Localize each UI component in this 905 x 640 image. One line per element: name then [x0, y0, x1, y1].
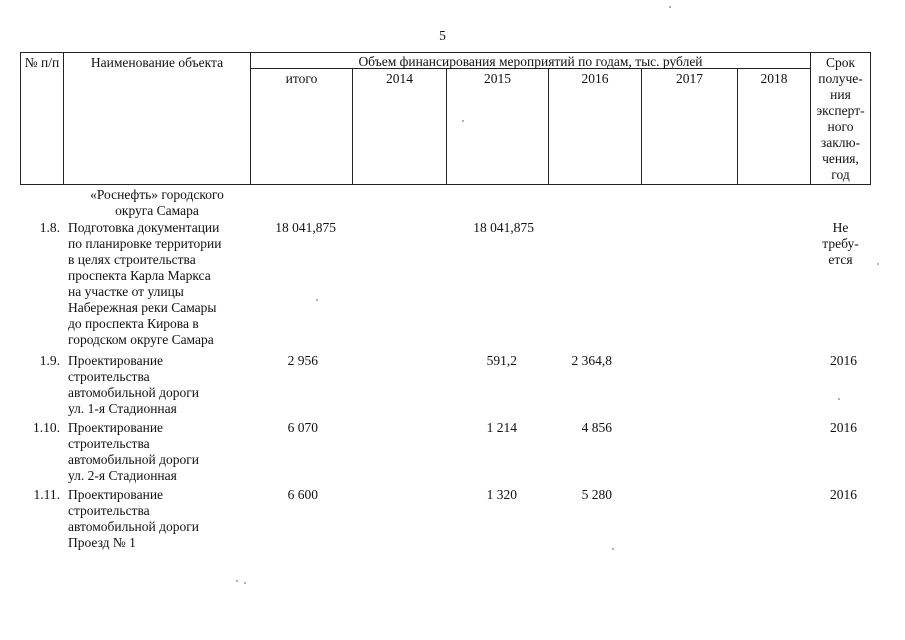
scan-speck [236, 580, 238, 582]
row-number: 1.8. [39, 220, 60, 235]
row-2016: 5 280 [581, 487, 612, 502]
scan-speck [462, 120, 464, 122]
row-2015: 1 320 [486, 487, 517, 502]
header-col-num: № п/п [24, 55, 60, 70]
header-col-2017: 2017 [676, 71, 703, 86]
row-2015: 1 214 [486, 420, 517, 435]
header-col-2016: 2016 [581, 71, 609, 86]
vline [870, 52, 871, 185]
row-object-name: Подготовка документации по планировке территории в целях строительства проспекта Карла Маркса на участке от улицы Набережная реки Самары до проспекта Кирова в городском округе Самара [68, 220, 222, 347]
header-col-name: Наименование объекта [90, 55, 224, 70]
vline [20, 52, 21, 185]
header-group-title: Объем финансирования мероприятий по годам, тыс. рублей [358, 54, 703, 69]
page-number: 5 [439, 28, 446, 43]
row-total: 2 956 [287, 353, 318, 368]
row-number: 1.9. [39, 353, 60, 368]
row-object-name: Проектирование строительства автомобильной дороги ул. 2-я Стадионная [68, 420, 199, 483]
header-col-2015: 2015 [484, 71, 511, 86]
row-term: 2016 [830, 420, 857, 435]
row-term: 2016 [830, 487, 857, 502]
scan-speck [316, 299, 318, 301]
scan-speck [838, 398, 840, 400]
scan-speck [612, 548, 614, 550]
row-term: 2016 [830, 353, 857, 368]
header-col-total: итого [285, 71, 318, 86]
header-col-2014: 2014 [386, 71, 413, 86]
vline [63, 52, 64, 185]
row-2015: 591,2 [486, 353, 517, 368]
row-2016: 2 364,8 [571, 353, 612, 368]
row-2016: 4 856 [581, 420, 612, 435]
header-top-line [20, 52, 871, 53]
row-total: 6 600 [287, 487, 318, 502]
row-total: 18 041,875 [275, 220, 336, 235]
row-term: Не требу- ется [822, 220, 859, 267]
scan-speck [669, 6, 671, 8]
row-object-name: Проектирование строительства автомобильной дороги Проезд № 1 [68, 487, 199, 550]
scan-speck [244, 582, 246, 584]
row-2015: 18 041,875 [473, 220, 534, 235]
header-col-2018: 2018 [760, 71, 788, 86]
continued-object-name: «Роснефть» городского округа Самара [90, 187, 224, 218]
header-col-term: Срок получе- ния эксперт- ного заклю- чения, год [816, 55, 865, 182]
row-object-name: Проектирование строительства автомобильной дороги ул. 1-я Стадионная [68, 353, 199, 416]
row-total: 6 070 [287, 420, 318, 435]
row-number: 1.10. [33, 420, 60, 435]
scan-speck [877, 263, 879, 265]
row-number: 1.11. [33, 487, 60, 502]
